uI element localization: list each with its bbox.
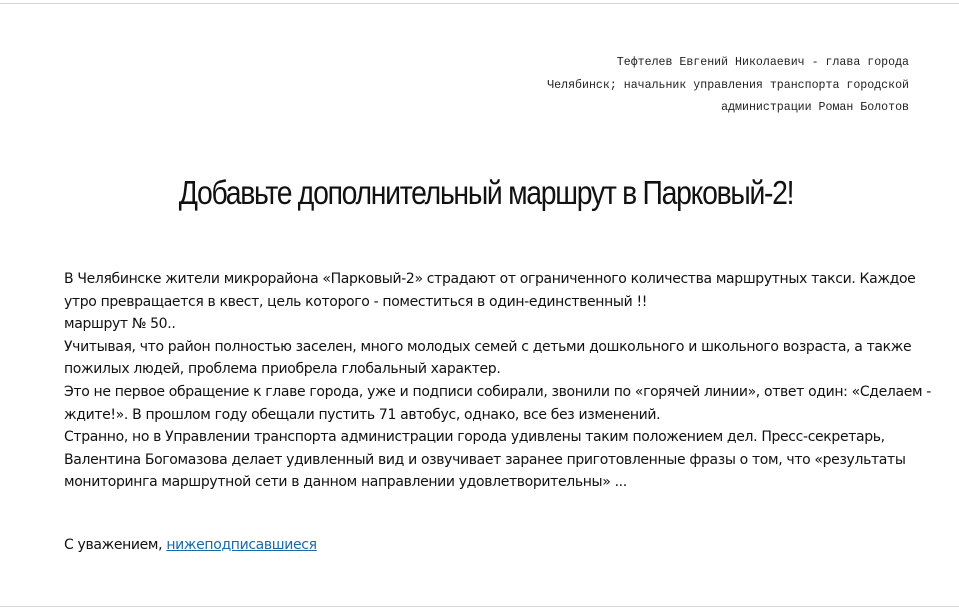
- signatories-link[interactable]: нижеподписавшиеся: [166, 537, 317, 553]
- addressee-block: [439, 52, 909, 120]
- bottom-divider: [0, 606, 959, 607]
- body-line: Учитывая, что район полностью заселен, много молодых семей с детьми дошкольного и школьного возраста, а также: [64, 338, 912, 355]
- addressee-line: Челябинск; начальник управления транспорта городской: [547, 78, 909, 92]
- body-line: пожилых людей, проблема приобрела глобальный характер.: [64, 361, 501, 378]
- petition-title: Добавьте дополнительный маршрут в Парковый-2!: [178, 174, 794, 211]
- body-line: Валентина Богомазова делает удивленный вид и озвучивает заранее приготовленные фразы о том, что «результаты: [64, 451, 906, 468]
- body-line: Это не первое обращение к главе города, уже и подписи собирали, звонили по «горячей линии», ответ один: «Сделаем -: [64, 383, 931, 400]
- addressee-line: Тефтелев Евгений Николаевич - глава города: [616, 56, 909, 69]
- body-line: Странно, но в Управлении транспорта администрации города удивлены таким положением дел. Пресс-секретарь,: [64, 429, 885, 446]
- top-divider: [0, 3, 959, 4]
- body-line: ждите!». В прошлом году обещали пустить 71 автобус, однако, все без изменений.: [64, 406, 661, 423]
- closing-text: С уважением,: [64, 537, 167, 553]
- body-line: В Челябинске жители микрорайона «Парковый-2» страдают от ограниченного количества маршрутных такси. Каждое: [64, 271, 916, 287]
- closing-line: [64, 534, 317, 556]
- body-line: маршрут № 50..: [64, 316, 176, 333]
- body-line: утро превращается в квест, цель которого - поместиться в один-единственный !!: [64, 293, 647, 310]
- petition-body: [64, 268, 931, 494]
- addressee-line: администрации Роман Болотов: [721, 101, 909, 114]
- body-line: мониторинга маршрутной сети в данном направлении удовлетворительны» ...: [64, 474, 627, 491]
